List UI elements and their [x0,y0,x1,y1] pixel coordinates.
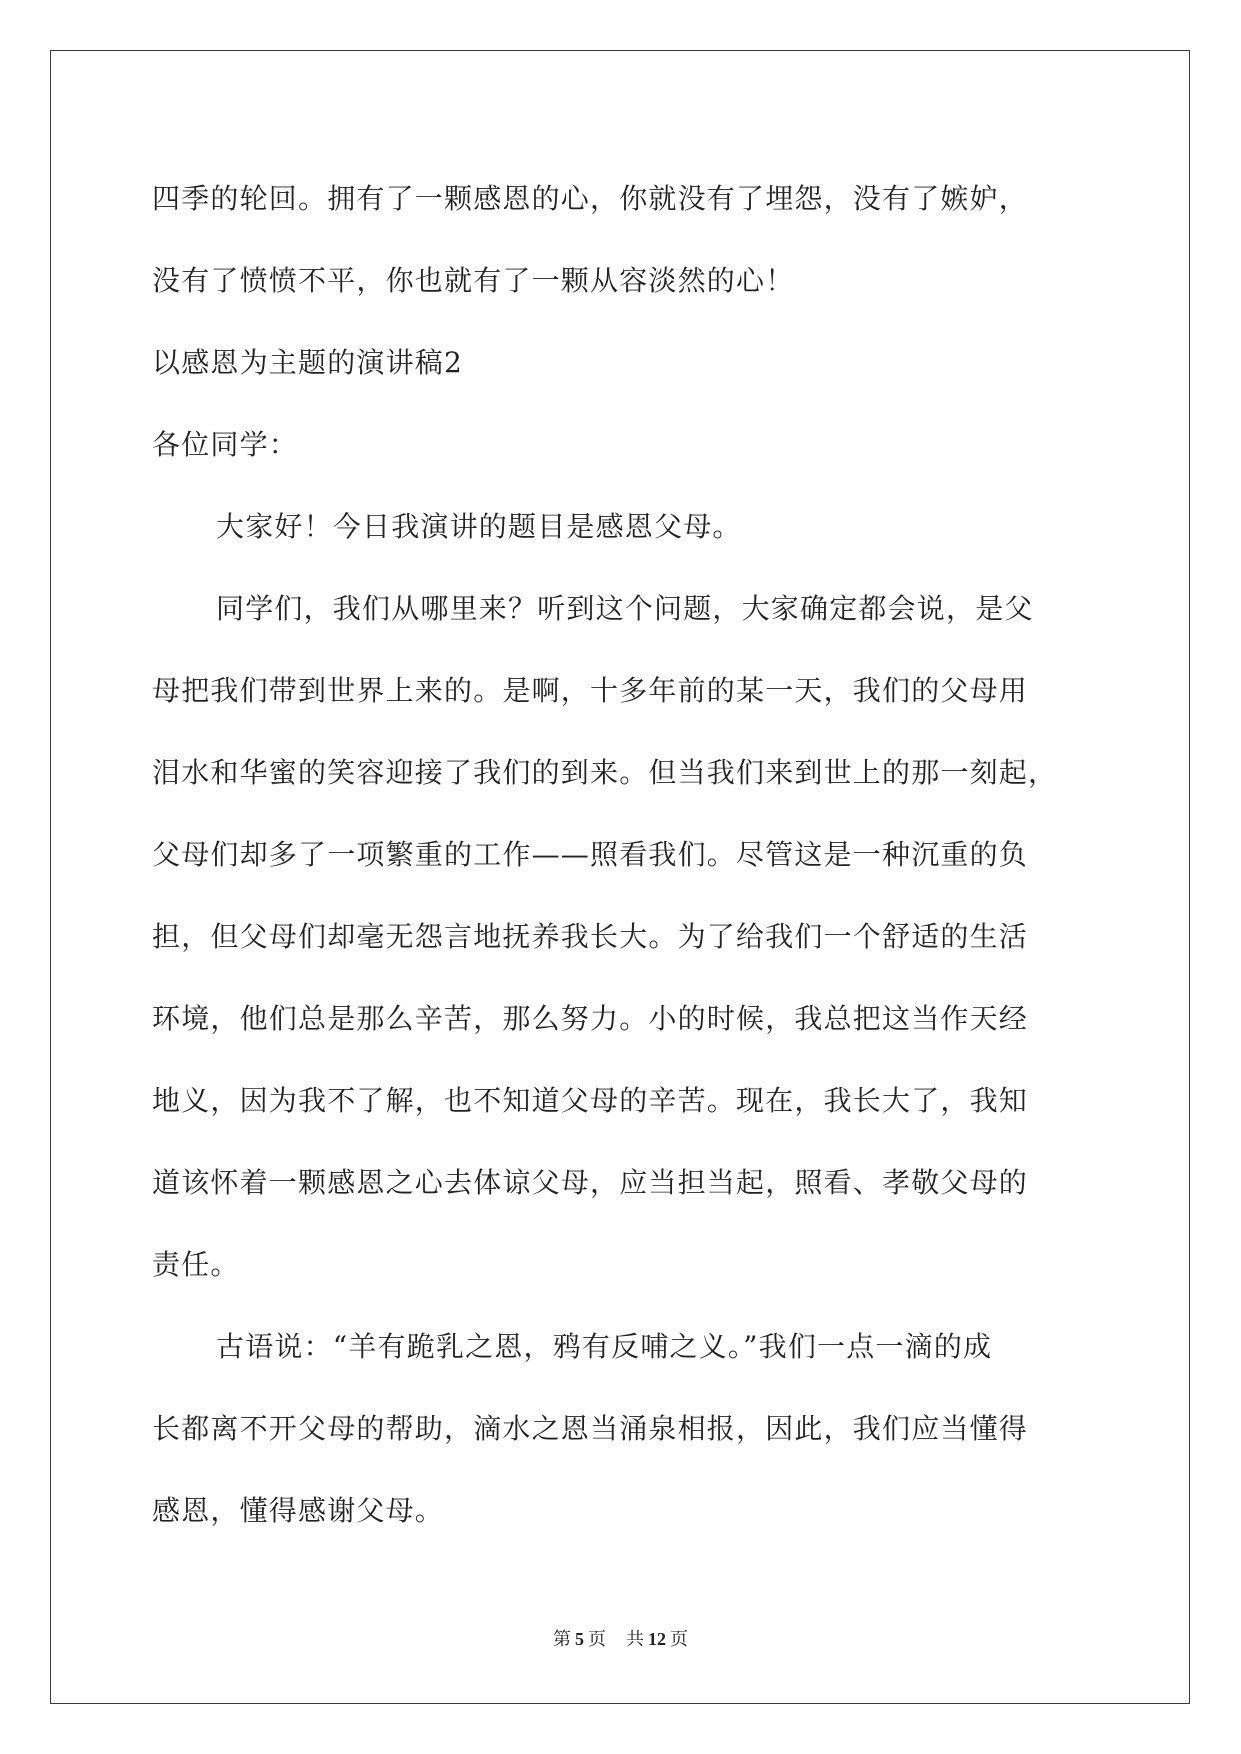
paragraph-line: 环境，他们总是那么辛苦，那么努力。小的时候，我总把这当作天经 [152,1002,1029,1035]
paragraph-line: 泪水和华蜜的笑容迎接了我们的到来。但当我们来到世上的那一刻起， [152,756,1058,789]
page-footer [0,1625,1241,1651]
footer-total-suffix: 页 [670,1629,688,1649]
total-pages-number: 12 [648,1629,666,1649]
paragraph-line: 担，但父母们却毫无怨言地抚养我长大。为了给我们一个舒适的生活 [152,920,1029,953]
paragraph-line: 母把我们带到世界上来的。是啊，十多年前的某一天，我们的父母用 [152,674,1029,707]
footer-prefix: 第 [553,1629,571,1649]
salutation: 各位同学： [152,428,299,461]
paragraph-line: 责任。 [152,1248,240,1281]
paragraph-line: 同学们，我们从哪里来？听到这个问题，大家确定都会说，是父 [216,592,1034,625]
document-body [152,158,1092,1552]
paragraph-line: 父母们却多了一项繁重的工作——照看我们。尽管这是一种沉重的负 [152,838,1029,871]
paragraph-line: 大家好！今日我演讲的题目是感恩父母。 [216,510,742,543]
section-heading: 以感恩为主题的演讲稿2 [152,346,464,379]
paragraph-line: 地义，因为我不了解，也不知道父母的辛苦。现在，我长大了，我知 [152,1084,1029,1117]
paragraph-line: 四季的轮回。拥有了一颗感恩的心，你就没有了埋怨，没有了嫉妒， [152,182,1029,215]
paragraph-line: 长都离不开父母的帮助，滴水之恩当涌泉相报，因此，我们应当懂得 [152,1412,1029,1445]
footer-page-word: 页 [588,1629,606,1649]
paragraph-line: 没有了愤愤不平，你也就有了一颗从容淡然的心！ [152,264,795,297]
footer-total-prefix: 共 [626,1629,644,1649]
current-page-number: 5 [575,1629,584,1649]
paragraph-line: 道该怀着一颗感恩之心去体谅父母，应当担当起，照看、孝敬父母的 [152,1166,1029,1199]
paragraph-line: 感恩，懂得感谢父母。 [152,1494,445,1527]
paragraph-line: 古语说：“羊有跪乳之恩，鸦有反哺之义。”我们一点一滴的成 [216,1330,993,1363]
